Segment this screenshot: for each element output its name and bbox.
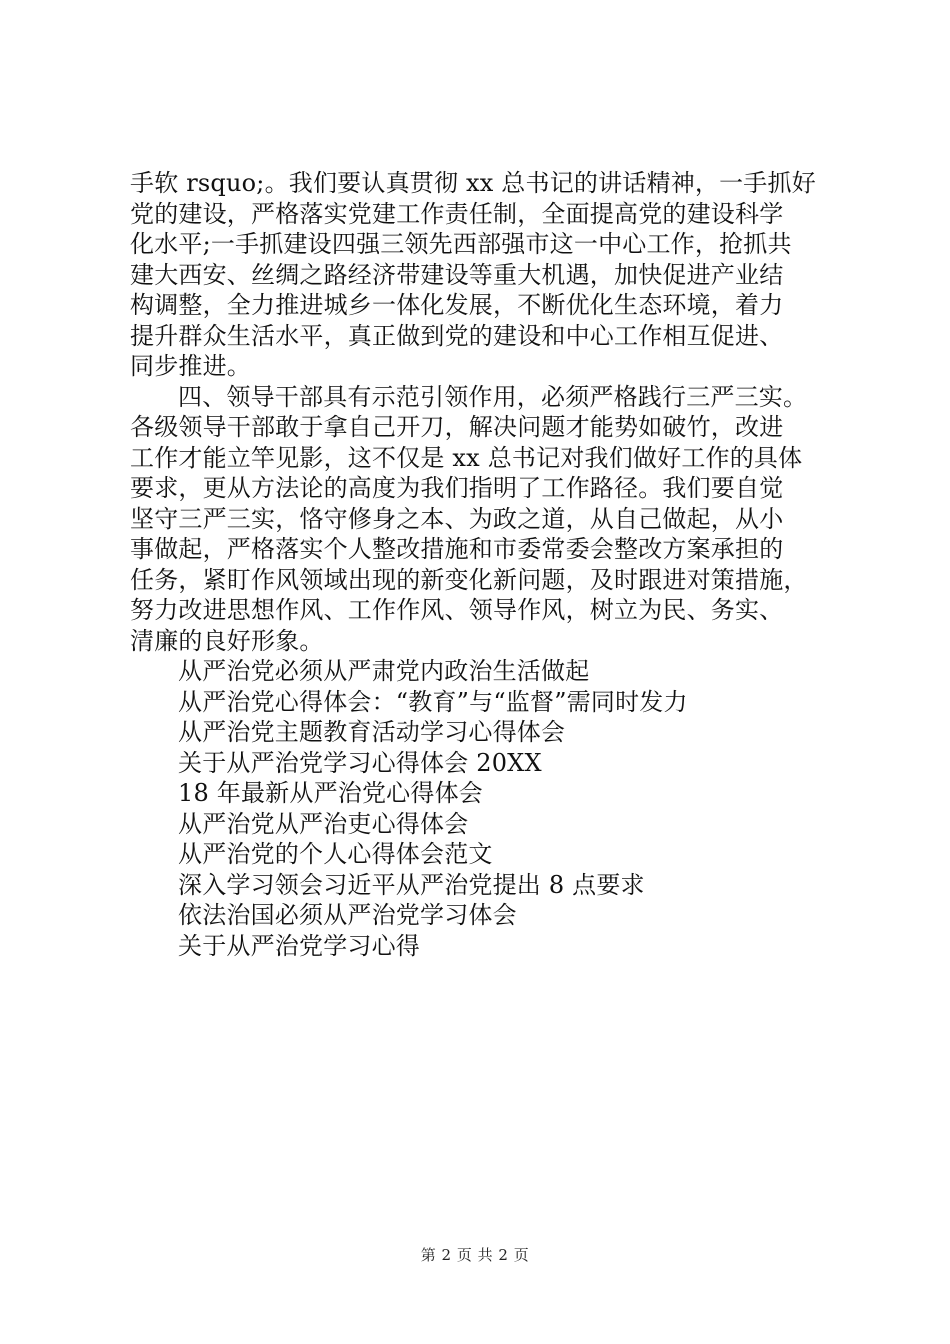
paragraph-line: 同步推进。 [130,352,251,380]
paragraph-line: 努力改进思想作风、工作作风、领导作风，树立为民、务实、 [130,596,784,624]
related-article-link: 18 年最新从严治党心得体会 [178,779,483,807]
related-article-link: 从严治党主题教育活动学习心得体会 [178,718,566,746]
related-article-link: 从严治党心得体会：“教育”与“监督”需同时发力 [178,687,688,716]
related-article-link: 从严治党从严治吏心得体会 [178,809,469,838]
paragraph-line: 各级领导干部敢于拿自己开刀，解决问题才能势如破竹，改进 [130,413,784,441]
related-article-link: 依法治国必须从严治党学习体会 [178,901,517,929]
paragraph-line: 四、领导干部具有示范引领作用，必须严格践行三严三实。 [178,382,808,411]
paragraph-line: 任务，紧盯作风领域出现的新变化新问题，及时跟进对策措施， [130,565,808,594]
related-article-link: 从严治党必须从严肃党内政治生活做起 [178,657,590,685]
paragraph-line: 事做起，严格落实个人整改措施和市委常委会整改方案承担的 [130,535,784,563]
paragraph-line: 建大西安、丝绸之路经济带建设等重大机遇，加快促进产业结 [130,260,784,289]
paragraph-line: 坚守三严三实，恪守修身之本、为政之道，从自己做起，从小 [130,504,784,533]
paragraph-line: 构调整，全力推进城乡一体化发展，不断优化生态环境，着力 [130,291,784,319]
related-article-link: 关于从严治党学习心得 [178,931,420,960]
related-article-link: 深入学习领会习近平从严治党提出 8 点要求 [178,870,645,899]
related-article-link: 从严治党的个人心得体会范文 [178,840,493,868]
paragraph-line: 党的建设，严格落实党建工作责任制，全面提高党的建设科学 [130,199,784,228]
related-article-link: 关于从严治党学习心得体会 20XX [178,748,542,777]
paragraph-line: 手软 rsquo;。我们要认真贯彻 xx 总书记的讲话精神，一手抓好 [130,169,816,197]
paragraph-line: 清廉的良好形象。 [130,626,324,655]
paragraph-line: 工作才能立竿见影，这不仅是 xx 总书记对我们做好工作的具体 [130,443,803,472]
page-number-footer: 第 2 页 共 2 页 [420,1246,530,1264]
document-body [130,168,830,961]
paragraph-line: 提升群众生活水平，真正做到党的建设和中心工作相互促进、 [130,321,784,350]
paragraph-line: 要求，更从方法论的高度为我们指明了工作路径。我们要自觉 [130,474,784,502]
paragraph-line: 化水平;一手抓建设四强三领先西部强市这一中心工作，抢抓共 [130,230,792,258]
